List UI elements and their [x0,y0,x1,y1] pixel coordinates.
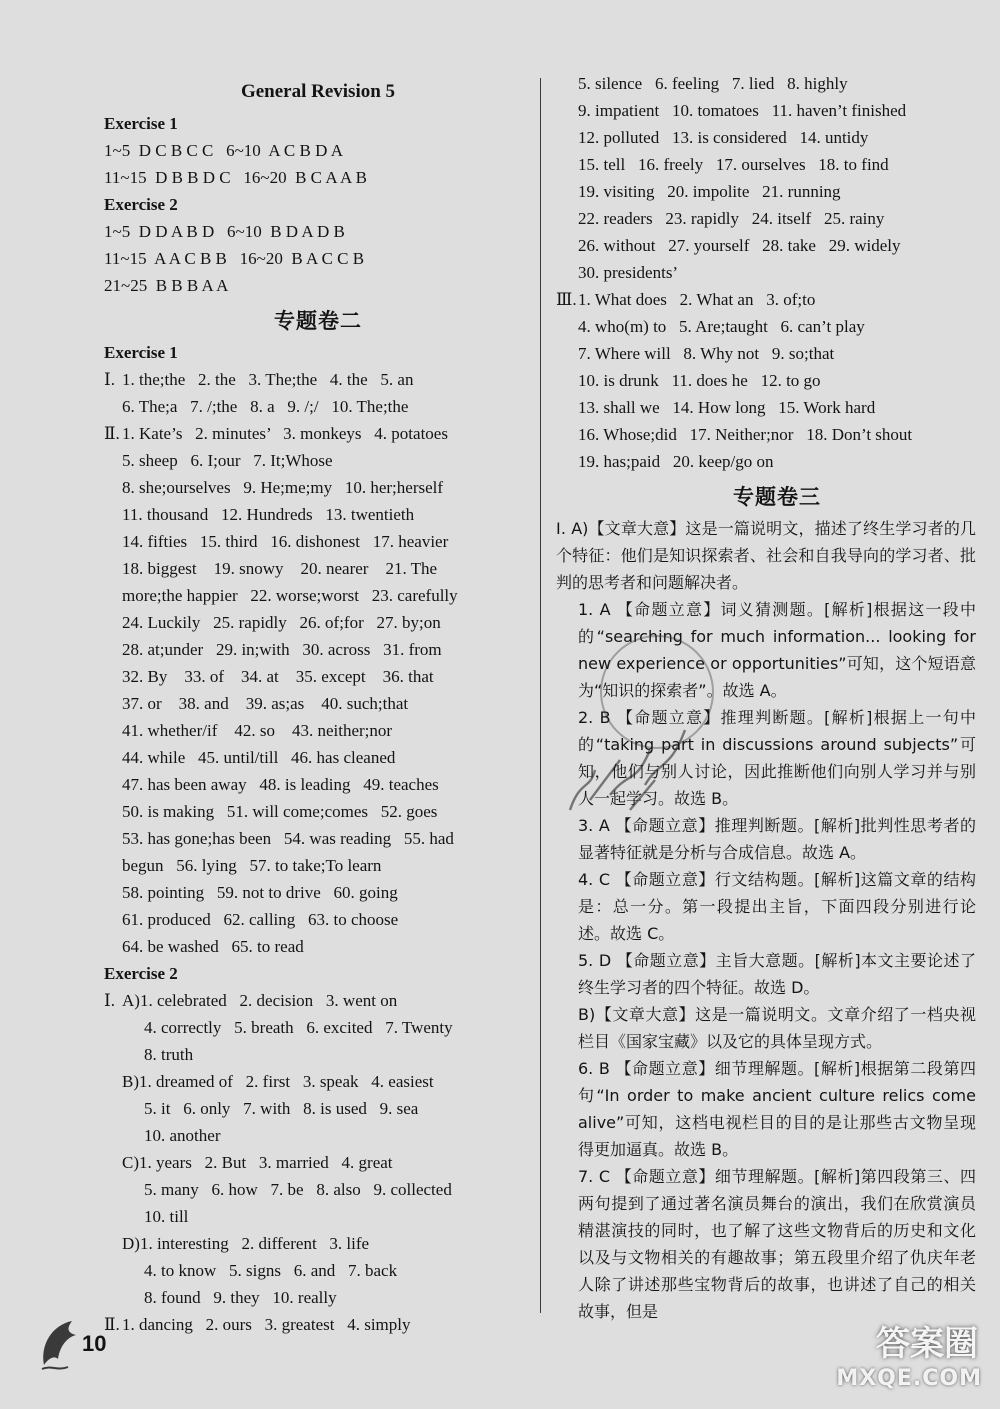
watermark-url: MXQE.COM [836,1366,982,1391]
answer-line [104,555,532,582]
answer-text: 7. Where will 8. Why not 9. so;that [578,344,835,363]
answer-line [104,393,532,420]
part-numeral: Ⅱ. [104,424,120,443]
answer-line [104,528,532,555]
answer-text: 44. while 45. until/till 46. has cleaned [122,748,396,767]
answer-text: 64. be washed 65. to read [122,937,304,956]
answer-text: 18. biggest 19. snowy 20. nearer 21. The [122,559,438,578]
answer-line [104,852,532,879]
answer-line [104,1068,532,1095]
answer-text: 47. has been away 48. is leading 49. teaches [122,775,439,794]
page-number: 10 [82,1331,107,1356]
explanation-paragraph: 7. C 【命题立意】细节理解题。[解析]第四段第三、四两句提到了通过著名演员舞台的演出，我们在欣赏演员精湛演技的同时，也了解了这些文物背后的历史和文化以及与文物相关的有趣故事；第五段里介绍了仇庆年老人除了讲述那些宝物背后的故事，也讲述了自己的相关故事，但是 [578,1167,976,1321]
answer-line: 11~15 A A C B B 16~20 B A C C B [104,249,365,268]
part-numeral: Ⅲ. [556,290,577,309]
answer-line: 26. without 27. yourself 28. take 29. widely [578,236,901,255]
answer-line [104,501,532,528]
answer-text: 8. truth [144,1045,194,1064]
answer-line [104,1230,532,1257]
answer-line [104,1257,532,1284]
answer-text: begun 56. lying 57. to take;To learn [122,856,382,875]
general-revision-title: General Revision 5 [240,81,396,102]
answer-text: 1. dancing 2. ours 3. greatest 4. simply [122,1315,411,1334]
answer-text: 50. is making 51. will come;comes 52. goes [122,802,438,821]
dolphin-icon [38,1315,86,1373]
answer-text: 41. whether/if 42. so 43. neither;nor [122,721,393,740]
answer-text: 28. at;under 29. in;with 30. across 31. from [122,640,442,659]
answer-text: 14. fifties 15. third 16. dishonest 17. heavier [122,532,449,551]
explanation-paragraph: 4. C 【命题立意】行文结构题。[解析]这篇文章的结构是：总一分。第一段提出主旨，下面四段分别进行论述。故选 C。 [578,870,976,943]
answer-line [556,394,976,421]
answer-line: 9. impatient 10. tomatoes 11. haven’t finished [578,101,907,120]
answer-text: D)1. interesting 2. different 3. life [122,1234,370,1253]
answer-text: 4. to know 5. signs 6. and 7. back [144,1261,398,1280]
answer-text: 24. Luckily 25. rapidly 26. of;for 27. by;on [122,613,441,632]
answer-line [556,313,976,340]
answer-line [556,421,976,448]
answer-line: 12. polluted 13. is considered 14. untidy [578,128,869,147]
answer-text: C)1. years 2. But 3. married 4. great [122,1153,393,1172]
answer-line [104,717,532,744]
explanation-paragraph: 2. B 【命题立意】推理判断题。[解析]根据上一句中的“taking part in discussions around subjects”可知，他们与别人讨论，因此推断他们向别人学习并与别人一起学习。故选 B。 [578,708,976,808]
answer-text: 1. Kate’s 2. minutes’ 3. monkeys 4. potatoes [122,424,448,443]
left-column [104,70,532,1338]
answer-text: 13. shall we 14. How long 15. Work hard [578,398,876,417]
answer-text: 5. it 6. only 7. with 8. is used 9. sea [144,1099,419,1118]
answer-line [104,933,532,960]
exercise-heading: Exercise 2 [104,964,178,983]
exercise-heading: Exercise 2 [104,195,178,214]
answer-line [104,771,532,798]
section-title: 专题卷三 [733,485,821,509]
answer-text: 61. produced 62. calling 63. to choose [122,910,399,929]
answer-line [104,609,532,636]
explanation-paragraph: 3. A 【命题立意】推理判断题。[解析]批判性思考者的显著特征就是分析与合成信息。故选 A。 [578,816,976,862]
answer-line [556,367,976,394]
answer-text: 10. is drunk 11. does he 12. to go [578,371,821,390]
answer-line [104,636,532,663]
explanation-paragraph: 6. B 【命题立意】细节理解题。[解析]根据第二段第四句“In order to make ancient culture relics come alive”可知，这档电视栏目的目的是让那些古文物呈现得更加逼真。故选 B。 [578,1059,976,1159]
answer-line: 22. readers 23. rapidly 24. itself 25. rainy [578,209,885,228]
answer-line [556,286,976,313]
explanation-paragraph: 1. A 【命题立意】词义猜测题。[解析]根据这一段中的“searching for much information... looking for new experience or opportunities”可知，这个短语意为“知识的探索者”。故选 A。 [578,600,976,700]
exercise-1-answers [104,366,532,960]
answer-line [104,1041,532,1068]
answer-line: 21~25 B B B A A [104,276,229,295]
answer-line [556,340,976,367]
continued-answers [578,70,976,286]
answer-text: 19. has;paid 20. keep/go on [578,452,774,471]
answer-text: 5. many 6. how 7. be 8. also 9. collected [144,1180,452,1199]
answer-line: 15. tell 16. freely 17. ourselves 18. to find [578,155,889,174]
part-numeral: Ⅱ. [104,1315,120,1334]
answer-line [104,744,532,771]
answer-text: 8. she;ourselves 9. He;me;my 10. her;herself [122,478,444,497]
handwritten-scribble [560,690,720,830]
section-title: 专题卷二 [274,309,362,333]
answer-line [104,582,532,609]
answer-line [104,474,532,501]
answer-text: 10. till [144,1207,189,1226]
answer-line: 1~5 D C B C C 6~10 A C B D A [104,141,343,160]
answer-text: 11. thousand 12. Hundreds 13. twentieth [122,505,415,524]
answer-line: 11~15 D B B D C 16~20 B C A A B [104,168,367,187]
answer-line [104,1203,532,1230]
answer-line [104,420,532,447]
answer-line [104,1176,532,1203]
answer-line: 19. visiting 20. impolite 21. running [578,182,841,201]
reading-explanations [556,515,976,1325]
answer-text: 6. The;a 7. /;the 8. a 9. /;/ 10. The;the [122,397,409,416]
answer-text: A)1. celebrated 2. decision 3. went on [122,991,398,1010]
answer-text: 4. who(m) to 5. Are;taught 6. can’t play [578,317,865,336]
answer-text: B)1. dreamed of 2. first 3. speak 4. easiest [122,1072,434,1091]
answer-text: 10. another [144,1126,221,1145]
answer-line [104,663,532,690]
watermark-logo: 答案圈 [876,1324,978,1364]
answer-line [104,987,532,1014]
answer-line [104,447,532,474]
explanation-paragraph: Ⅰ. A)【文章大意】这是一篇说明文，描述了终生学习者的几个特征：他们是知识探索者、社会和自我导向的学习者、批判的思考者和问题解决者。 [556,519,976,592]
answer-text: 8. found 9. they 10. really [144,1288,337,1307]
answer-text: 4. correctly 5. breath 6. excited 7. Twenty [144,1018,453,1037]
answer-text: 1. the;the 2. the 3. The;the 4. the 5. an [122,370,414,389]
answer-line: 5. silence 6. feeling 7. lied 8. highly [578,74,848,93]
page-number-badge [38,1315,118,1375]
answer-text: 16. Whose;did 17. Neither;nor 18. Don’t shout [578,425,913,444]
answer-line [104,1311,532,1338]
answer-text: 37. or 38. and 39. as;as 40. such;that [122,694,409,713]
part-numeral: Ⅰ. [104,370,115,389]
answer-line [104,690,532,717]
answer-line: 1~5 D D A B D 6~10 B D A D B [104,222,345,241]
exercise-heading: Exercise 1 [104,343,178,362]
answer-line [104,1149,532,1176]
answer-line: 30. presidents’ [578,263,679,282]
answer-line [104,1122,532,1149]
answer-text: 32. By 33. of 34. at 35. except 36. that [122,667,434,686]
explanation-paragraph: B)【文章大意】这是一篇说明文。文章介绍了一档央视栏目《国家宝藏》以及它的具体呈现方式。 [578,1005,976,1051]
answer-text: 58. pointing 59. not to drive 60. going [122,883,398,902]
part-three-answers [556,286,976,475]
column-divider [540,78,541,1313]
answer-line [104,906,532,933]
answer-line [104,879,532,906]
answer-text: 5. sheep 6. I;our 7. It;Whose [122,451,333,470]
answer-line [104,366,532,393]
answer-line [104,1095,532,1122]
answer-line [556,448,976,475]
explanation-paragraph: 5. D 【命题立意】主旨大意题。[解析]本文主要论述了终生学习者的四个特征。故选 D。 [578,951,976,997]
part-numeral: Ⅰ. [104,991,115,1010]
watermark [802,1324,992,1401]
exercise-heading: Exercise 1 [104,114,178,133]
answer-text: 53. has gone;has been 54. was reading 55. had [122,829,454,848]
exercise-2-answers [104,987,532,1338]
answer-line [104,798,532,825]
answer-text: more;the happier 22. worse;worst 23. carefully [122,586,458,605]
answer-line [104,1014,532,1041]
answer-line [104,1284,532,1311]
answer-line [104,825,532,852]
answer-text: 1. What does 2. What an 3. of;to [578,290,816,309]
